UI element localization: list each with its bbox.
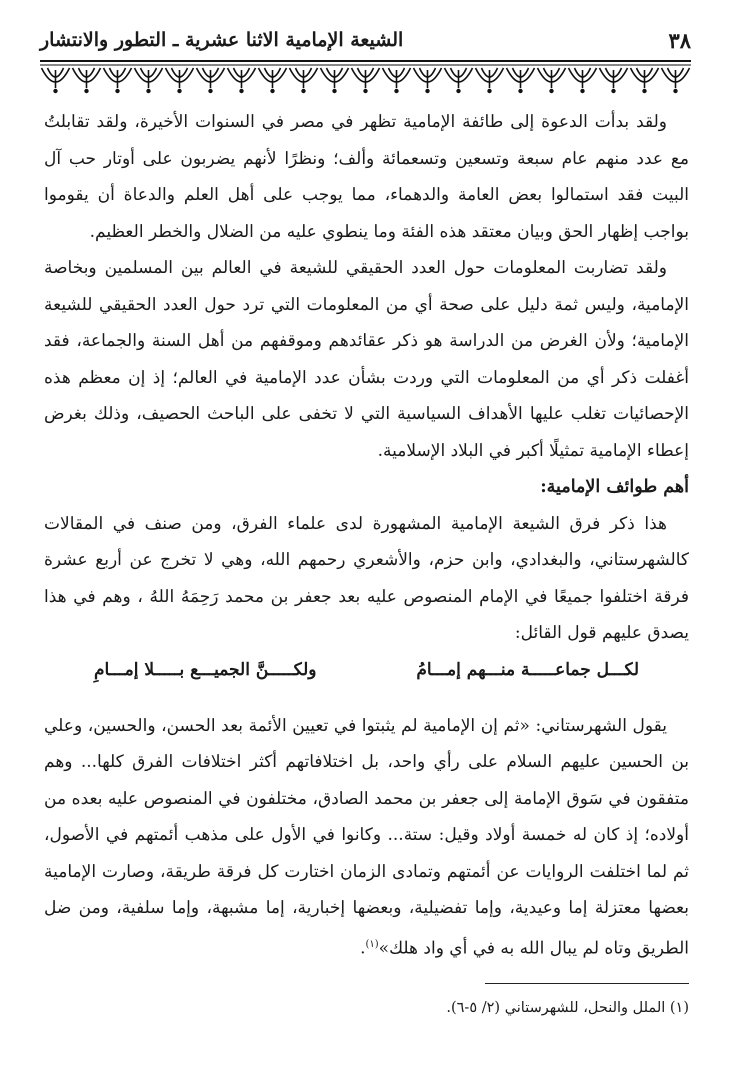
ornament-motif [631, 68, 659, 88]
running-title: الشيعة الإمامية الاثنا عشرية ـ التطور والانتشار [40, 29, 404, 51]
ornament-motif [414, 68, 442, 88]
poetry-verse [44, 652, 689, 688]
ornament-dot [208, 89, 212, 93]
ornament-motif [383, 68, 411, 88]
ornament-motif [197, 68, 225, 88]
ornament-dot [487, 89, 491, 93]
ornament-dot [301, 89, 305, 93]
ornament-dot [456, 89, 460, 93]
page-header [40, 18, 691, 62]
ornament-motif [73, 68, 101, 88]
section-heading: أهم طوائف الإمامية: [540, 477, 689, 497]
ornament-dot [53, 89, 57, 93]
quote-text: يقول الشهرستاني: «ثم إن الإمامية لم يثبتوا في تعيين الأئمة بعد الحسن، والحسين، وعلي بن الحسين عليهم السلام على رأي واحد، بل اختلافاتهم أكثر اختلافات الفرق كلها... وهم متفقون في سَوق الإمامة إلى جعفر بن محمد الصادق، مختلفون في المنصوص عليه بعده من أولاده؛ إذ كان له خمسة أولاد وقيل: ستة... وكانوا في الأول على مذهب أئمتهم في الأصول، ثم لما اختلفت الروايات عن أئمتهم وتمادى الزمان اختارت كل فرقة طريقة، وصارت الإمامية بعضها معتزلة إما وعيدية، وإما تفضيلية، وبعضها إخبارية، إما مشبهة، وإما سلفية، ومن ضل الطريق وتاه لم يبال الله به في أي واد هلك» [44, 715, 689, 959]
decorative-border-ornament [40, 58, 691, 98]
ornament-dot [115, 89, 119, 93]
verse-first-hemistich: لكـــل جماعـــــة منـــهم إمـــامُ [416, 659, 640, 680]
ornament-dot [518, 89, 522, 93]
paragraph-numbers: ولقد تضاربت المعلومات حول العدد الحقيقي للشيعة في العالم بين المسلمين وبخاصة الإمامية، وليس ثمة دليل على صحة أي من المعلومات التي ترد حول العدد الحقيقي للشيعة الإمامية؛ ولأن الغرض من الدراسة هو ذكر عقائدهم وموقفهم من أهل السنة والجماعة، فقد أغفلت ذكر أي من المعلومات التي وردت بشأن عدد الإمامية في العالم؛ إذ إن معظم هذه الإحصائيات تغلب عليها الأهداف السياسية التي لا تخفى على الباحث الحصيف، وذلك بغرض إعطاء الإمامية تمثيلًا أكبر في البلاد الإسلامية. [44, 258, 689, 461]
ornament-dot [146, 89, 150, 93]
ornament-motif [135, 68, 163, 88]
verse-second-hemistich: ولكـــــنَّ الجميـــع بـــــلا إمـــامِ [94, 659, 317, 680]
ornament-motif [600, 68, 628, 88]
ornament-dot [425, 89, 429, 93]
ornament-motif [538, 68, 566, 88]
ornament-dot [84, 89, 88, 93]
ornament-motif [104, 68, 132, 88]
ornament-motif [445, 68, 473, 88]
paragraph-dawah-egypt: ولقد بدأت الدعوة إلى طائفة الإمامية تظهر في مصر في السنوات الأخيرة، ولقد تقابلتُ مع عدد منهم عام سبعة وتسعين وتسعمائة وألف؛ ونظرًا لأنهم يضربون على أوتار حب آل البيت فقد استمالوا بعض العامة والدهماء، مما يوجب على أهل العلم والدعاة أن يقوموا بواجب إظهار الحق وبيان معتقد هذه الفئة وما ينطوي عليه من الضلال والخطر العظيم. [44, 112, 689, 242]
ornament-motif [42, 68, 70, 88]
ornament-motif [476, 68, 504, 88]
ornament-motif [569, 68, 597, 88]
footnote-marker[interactable]: (١) [365, 938, 379, 950]
ornament-dot [177, 89, 181, 93]
ornament-dot [642, 89, 646, 93]
ornament-motif [259, 68, 287, 88]
ornament-motif [290, 68, 318, 88]
ornament-dot [549, 89, 553, 93]
ornament-dot [363, 89, 367, 93]
ornament-dot [611, 89, 615, 93]
paragraph-sects: هذا ذكر فرق الشيعة الإمامية المشهورة لدى علماء الفرق، ومن صنف في المقالات كالشهرستاني، والبغدادي، وابن حزم، والأشعري رحمهم الله، وهي لا تخرج عن أربع عشرة فرقة اختلفوا جميعًا في الإمام المنصوص عليه بعد جعفر بن محمد رَحِمَهُ اللهُ ، وهم في هذا يصدق عليهم قول القائل: [44, 513, 689, 643]
ornament-motif [507, 68, 535, 88]
ornament-motif [321, 68, 349, 88]
ornament-motif [662, 68, 690, 88]
ornament-dot [332, 89, 336, 93]
ornament-motif [228, 68, 256, 88]
footnote-separator [485, 983, 689, 984]
ornament-dot [394, 89, 398, 93]
page-number: ٣٨ [668, 27, 691, 53]
ornament-motif [166, 68, 194, 88]
ornament-dot [580, 89, 584, 93]
ornament-dot [270, 89, 274, 93]
body-text [44, 104, 689, 967]
ornament-motif [352, 68, 380, 88]
paragraph-shahrastani-quote: يقول الشهرستاني: «ثم إن الإمامية لم يثبتوا في تعيين الأئمة بعد الحسن، والحسين، وعلي بن الحسين عليهم السلام على رأي واحد، بل اختلافاتهم أكثر اختلافات الفرق كلها... وهم متفقون في سَوق الإمامة إلى جعفر بن محمد الصادق، مختلفون في المنصوص عليه بعده من أولاده؛ إذ كان له خمسة أولاد وقيل: ستة... وكانوا في الأول على مذهب أئمتهم في الأصول، ثم لما اختلفت الروايات عن أئمتهم وتمادى الزمان اختارت كل فرقة طريقة، وصارت الإمامية بعضها معتزلة إما وعيدية، وإما تفضيلية، وبعضها إخبارية، إما مشبهة، وإما سلفية، ومن ضل الطريق وتاه لم يبال الله به في أي واد هلك»$^{(١)}$. [44, 715, 689, 959]
footnote: (١) الملل والنحل، للشهرستاني (٢/ ٥-٦). [446, 1000, 689, 1016]
ornament-dot [239, 89, 243, 93]
ornament-dot [673, 89, 677, 93]
